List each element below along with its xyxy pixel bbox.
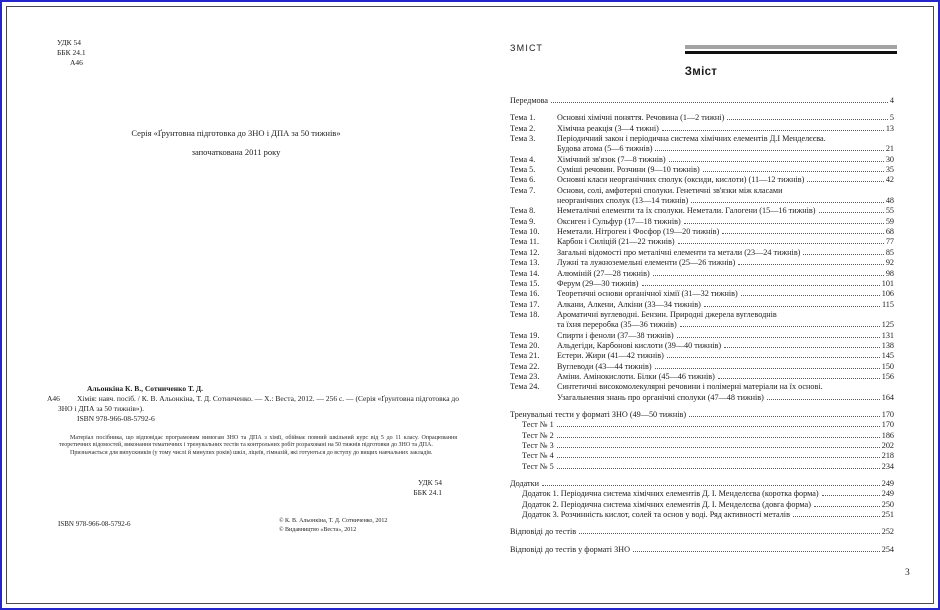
toc-entry-page: 106 xyxy=(881,289,894,299)
toc-entry-page: 150 xyxy=(881,361,894,371)
toc-entry xyxy=(510,155,894,165)
toc-entry xyxy=(510,248,894,258)
dot-leader xyxy=(669,161,884,162)
toc-entry xyxy=(510,279,894,289)
toc-entry-title: Естери. Жири (41—42 тижнів) xyxy=(557,351,664,361)
toc-entry-label: Тема 14. xyxy=(510,268,540,278)
dot-leader xyxy=(822,495,880,496)
toc-entry-title: Додаток 3. Розчинність кислот, солей та основ у воді. Ряд активності металів xyxy=(522,510,790,520)
toc-entry-page: 4 xyxy=(889,96,894,105)
page-right xyxy=(472,2,940,608)
toc-entry-line xyxy=(510,510,894,520)
toc-entry-line xyxy=(510,113,894,123)
dot-leader xyxy=(557,457,880,458)
toc-entry-continuation xyxy=(510,320,894,330)
toc-entry-label: Тема 6. xyxy=(510,175,536,185)
toc-entry xyxy=(510,289,894,299)
bbk-code: ББК 24.1 xyxy=(57,48,86,57)
isbn-bottom: ISBN 978-966-08-5792-6 xyxy=(58,520,131,528)
toc-entry-page: 250 xyxy=(881,499,894,509)
dot-leader xyxy=(718,378,880,379)
toc-entry-title: Суміші речовин. Розчини (9—10 тижнів) xyxy=(557,165,700,175)
toc-entry xyxy=(510,341,894,351)
toc-entry-title: Алкани, Алкени, Алкіни (33—34 тижнів) xyxy=(557,299,701,309)
toc-entry-title: та їхня переробка (35—36 тижнів) xyxy=(557,320,677,330)
toc-entry-line xyxy=(510,206,894,216)
toc-entry-title: Альдегіди, Карбонові кислоти (39—40 тижнів) xyxy=(557,340,722,350)
toc-entry-page: 138 xyxy=(881,340,894,350)
dot-leader xyxy=(741,295,880,296)
toc-entry-title: Основні класи неорганічних сполук (оксиди, кислоти) (11—12 тижнів) xyxy=(557,175,805,185)
toc-entry-label: Тема 15. xyxy=(510,278,540,288)
series-founded: започаткована 2011 року xyxy=(191,147,281,157)
dot-leader xyxy=(738,264,884,265)
toc-entry-page: 42 xyxy=(885,175,894,185)
dot-leader xyxy=(642,285,880,286)
toc-entry-title: Тест № 4 xyxy=(522,451,554,461)
toc-entry-title: Періодичний закон і періодична система хімічних елементів Д.І Менделєєва. xyxy=(557,134,826,144)
dot-leader xyxy=(767,399,880,400)
dot-leader xyxy=(814,506,880,507)
toc-entry-line xyxy=(510,300,894,310)
toc-title: Зміст xyxy=(684,66,718,78)
toc-entry xyxy=(510,372,894,382)
toc-entry-label: Тема 19. xyxy=(510,330,540,340)
toc-entry-label: Тема 9. xyxy=(510,216,536,226)
series-title: Серія «Ґрунтовна підготовка до ЗНО і ДПА за 50 тижнів» xyxy=(131,128,341,138)
dot-leader xyxy=(655,368,880,369)
toc-entry-page: 13 xyxy=(885,123,894,133)
toc-entry-line xyxy=(510,217,894,227)
toc-entry-page: 35 xyxy=(885,165,894,175)
toc-entry xyxy=(510,217,894,227)
toc-list xyxy=(510,96,894,555)
toc-entry-title: Тест № 2 xyxy=(522,430,554,440)
toc-entry-title: Карбон і Силіцій (21—22 тижнів) xyxy=(557,237,675,247)
dot-leader xyxy=(633,551,880,552)
dot-leader xyxy=(551,102,888,103)
toc-entry xyxy=(510,510,894,520)
page-left xyxy=(2,2,472,608)
toc-entry-title: Лужні та лужноземельні елементи (25—26 тижнів) xyxy=(557,258,736,268)
toc-entry-title: Ароматичні вуглеводні. Бензин. Природні джерела вуглеводнів xyxy=(557,309,777,319)
dot-leader xyxy=(667,357,880,358)
toc-entry-page: 234 xyxy=(881,461,894,471)
toc-entry-line xyxy=(510,441,894,451)
toc-entry-title: Тест № 3 xyxy=(522,441,554,450)
toc-entry-title: Додатки xyxy=(510,479,539,489)
toc-entry-line xyxy=(510,451,894,461)
toc-entry xyxy=(510,269,894,279)
toc-entry-label: Тема 22. xyxy=(510,361,540,371)
udk-header-block xyxy=(57,38,86,68)
toc-entry-title: Тренувальні тести у форматі ЗНО (49—50 тижнів) xyxy=(510,409,687,419)
toc-entry-line xyxy=(510,134,894,144)
toc-entry xyxy=(510,175,894,185)
toc-entry-line xyxy=(510,489,894,499)
dot-leader xyxy=(793,516,880,517)
bbk-code-bottom: ББК 24.1 xyxy=(413,488,442,497)
catalog-code: А46 xyxy=(47,393,60,403)
catalog-entry xyxy=(47,394,459,414)
copyright-block xyxy=(279,517,387,535)
dot-leader xyxy=(557,426,880,427)
header-rule xyxy=(685,45,897,54)
toc-entry-title: Основні хімічні поняття. Речовина (1—2 тижні) xyxy=(557,113,725,123)
toc-entry-line xyxy=(510,269,894,279)
toc-entry-line xyxy=(510,527,894,537)
toc-entry-page: 125 xyxy=(881,320,894,330)
annotation-block xyxy=(59,435,457,457)
toc-entry-title: Неметалічні елементи та їх сполуки. Неметали. Галогени (15—16 тижнів) xyxy=(557,206,816,216)
toc-entry xyxy=(510,227,894,237)
toc-entry-continuation xyxy=(510,196,894,206)
toc-entry-label: Тема 17. xyxy=(510,299,540,309)
toc-entry-title: Ферум (29—30 тижнів) xyxy=(557,278,639,288)
dot-leader xyxy=(557,468,880,469)
toc-entry-page: 30 xyxy=(885,154,894,164)
dot-leader xyxy=(678,243,884,244)
toc-entry-title: Вуглеводи (43—44 тижнів) xyxy=(557,361,652,371)
dot-leader xyxy=(680,326,880,327)
toc-entry-title: Алюміній (27—28 тижнів) xyxy=(557,268,650,278)
authors-line: Альонкіна К. В., Сотниченко Т. Д. xyxy=(87,384,203,393)
dot-leader xyxy=(704,306,880,307)
toc-entry-label: Тема 12. xyxy=(510,247,540,257)
dot-leader xyxy=(542,485,880,486)
toc-entry-line xyxy=(510,186,894,196)
udk-footer-block xyxy=(32,478,442,498)
dot-leader xyxy=(557,437,880,438)
toc-entry-line xyxy=(510,351,894,361)
toc-entry-title: Загальні відомості про металічні елементи та метали (23—24 тижнів) xyxy=(557,247,801,257)
toc-entry-line xyxy=(510,165,894,175)
toc-entry xyxy=(510,331,894,341)
toc-entry-page: 186 xyxy=(881,430,894,440)
toc-entry-label: Тема 10. xyxy=(510,227,540,237)
toc-entry-line xyxy=(510,479,894,489)
toc-entry-label: Тема 18. xyxy=(510,309,540,319)
toc-entry-title: Спирти і феноли (37—38 тижнів) xyxy=(557,330,674,340)
toc-entry xyxy=(510,451,894,461)
series-block xyxy=(30,128,442,157)
toc-entry-line xyxy=(510,155,894,165)
toc-entry xyxy=(510,237,894,247)
toc-entry-page: 59 xyxy=(885,216,894,226)
toc-entry-label: Тема 7. xyxy=(510,185,536,195)
toc-entry-page: 252 xyxy=(881,527,894,537)
toc-entry-page: 115 xyxy=(882,299,894,309)
toc-entry-line xyxy=(510,382,894,392)
toc-entry-page: 145 xyxy=(881,351,894,361)
toc-entry-page: 218 xyxy=(881,451,894,461)
toc-entry-line xyxy=(510,462,894,472)
header-rule-gray xyxy=(685,45,897,49)
toc-entry-title: Хімічна реакція (3—4 тижні) xyxy=(557,123,659,133)
toc-entry-line xyxy=(510,96,894,106)
toc-entry-page: 92 xyxy=(885,258,894,268)
toc-entry xyxy=(510,527,894,537)
toc-entry-title: Хімічний зв'язок (7—8 тижнів) xyxy=(557,154,666,164)
toc-entry-label: Тема 20. xyxy=(510,340,540,350)
toc-entry-line xyxy=(510,310,894,320)
toc-entry xyxy=(510,462,894,472)
dot-leader xyxy=(662,130,884,131)
toc-entry xyxy=(510,500,894,510)
toc-entry-label: Тема 5. xyxy=(510,165,536,175)
toc-entry xyxy=(510,441,894,451)
toc-entry-line xyxy=(510,331,894,341)
toc-entry-label: Тема 24. xyxy=(510,382,540,392)
dot-leader xyxy=(689,416,880,417)
toc-entry-page: 131 xyxy=(881,330,894,340)
toc-entry-continuation xyxy=(510,144,894,154)
page-number: 3 xyxy=(905,568,910,578)
toc-entry-page: 170 xyxy=(881,409,894,419)
toc-entry-line xyxy=(510,237,894,247)
toc-entry xyxy=(510,351,894,361)
toc-entry-page: 251 xyxy=(881,510,894,520)
toc-entry-continuation xyxy=(510,393,894,403)
toc-entry xyxy=(510,165,894,175)
toc-entry-line xyxy=(510,248,894,258)
annotation-paragraph-1: Матеріал посібника, що відповідає програмовим вимогам ЗНО та ДПА з хімії, обіймає повний шкільний курс від 5 до 11 класу. Опрацювання теоретичних відомостей, виконання тематичних і тренувальних тестів та контрольних робіт розраховані на 50 тижнів підготовки до ЗНО та ДПА. xyxy=(59,435,457,449)
toc-entry-title: Тест № 1 xyxy=(522,420,554,430)
toc-entry xyxy=(510,96,894,106)
toc-entry-label: Тема 23. xyxy=(510,371,540,381)
dot-leader xyxy=(727,119,888,120)
toc-entry-title: Додаток 2. Періодична система хімічних елементів Д. І. Менделєєва (довга форма) xyxy=(522,499,811,509)
dot-leader xyxy=(653,275,884,276)
toc-entry-line xyxy=(510,500,894,510)
toc-entry-line xyxy=(510,420,894,430)
toc-entry-line xyxy=(510,362,894,372)
toc-entry xyxy=(510,113,894,123)
toc-entry xyxy=(510,258,894,268)
dot-leader xyxy=(807,181,883,182)
dot-leader xyxy=(803,254,883,255)
catalog-description: Хімія: навч. посіб. / К. В. Альонкіна, Т. Д. Сотниченко. — Х.: Веста, 2012. — 256 с. — (Серія «Ґрунтовна підготовка до ЗНО і ДПА за 50 тижнів»). xyxy=(58,393,459,413)
copyright-publisher: © Видавництво «Веста», 2012 xyxy=(279,527,357,533)
toc-entry xyxy=(510,124,894,134)
toc-entry-title: неорганічних сполук (13—14 тижнів) xyxy=(557,196,689,206)
toc-entry-page: 77 xyxy=(885,237,894,247)
author-code: А46 xyxy=(70,58,83,67)
dot-leader xyxy=(579,533,880,534)
toc-entry-label: Тема 11. xyxy=(510,237,540,247)
toc-entry-page: 249 xyxy=(881,489,894,499)
toc-entry-label: Тема 1. xyxy=(510,113,536,123)
toc-entry-page: 202 xyxy=(881,441,894,450)
toc-entry-line xyxy=(510,289,894,299)
toc-entry xyxy=(510,134,894,155)
dot-leader xyxy=(691,202,884,203)
toc-entry-page: 156 xyxy=(881,371,894,381)
toc-entry xyxy=(510,489,894,499)
toc-entry xyxy=(510,479,894,489)
toc-entry-page: 164 xyxy=(881,392,894,402)
toc-entry-title: Додаток 1. Періодична система хімічних елементів Д. І. Менделєєва (коротка форма) xyxy=(522,489,819,499)
toc-entry-title: Оксиген і Сульфур (17—18 тижнів) xyxy=(557,216,681,226)
toc-entry-page: 170 xyxy=(881,420,894,430)
dot-leader xyxy=(677,337,880,338)
catalog-card xyxy=(47,384,459,424)
toc-entry-page: 21 xyxy=(885,144,894,154)
toc-entry xyxy=(510,206,894,216)
isbn-catalog: ISBN 978-966-08-5792-6 xyxy=(77,414,155,424)
running-head: ЗМІСТ xyxy=(510,43,544,53)
toc-entry xyxy=(510,362,894,372)
toc-entry-title: Передмова xyxy=(510,96,548,105)
dot-leader xyxy=(655,150,883,151)
toc-entry-title: Будова атома (5—6 тижнів) xyxy=(557,144,653,154)
toc-entry-title: Теоретичні основи органічної хімії (31—32 тижнів) xyxy=(557,289,738,299)
dot-leader xyxy=(684,223,884,224)
toc-entry-label: Тема 4. xyxy=(510,154,536,164)
toc-entry-title: Синтетичні високомолекулярні речовини і полімерні матеріали на їх основі. xyxy=(557,382,823,392)
annotation-paragraph-2: Призначається для випускників (у тому числі й минулих років) шкіл, ліцеїв, гімназій, які готуються до вступу до вищих навчальних закладів. xyxy=(70,449,433,456)
toc-entry-line xyxy=(510,124,894,134)
dot-leader xyxy=(819,212,884,213)
toc-entry-page: 55 xyxy=(885,206,894,216)
toc-entry-title: Основи, солі, амфотерні сполуки. Генетичні зв'язки між класами xyxy=(557,185,783,195)
toc-entry-page: 98 xyxy=(885,268,894,278)
header-rule-black xyxy=(685,51,897,54)
toc-entry-title: Відповіді до тестів xyxy=(510,527,577,537)
toc-entry-title: Відповіді до тестів у форматі ЗНО xyxy=(510,544,631,554)
toc-entry xyxy=(510,382,894,403)
toc-entry-label: Тема 16. xyxy=(510,289,540,299)
toc-entry xyxy=(510,545,894,555)
toc-entry-page: 254 xyxy=(881,544,894,554)
toc-entry-line xyxy=(510,545,894,555)
toc-entry-page: 249 xyxy=(881,479,894,489)
udk-code-bottom: УДК 54 xyxy=(417,478,442,487)
toc-entry-label: Тема 3. xyxy=(510,134,536,144)
toc-entry xyxy=(510,431,894,441)
toc-entry-title: Неметали. Нітроген і Фосфор (19—20 тижнів) xyxy=(557,227,720,237)
udk-code: УДК 54 xyxy=(57,38,82,47)
toc-entry-line xyxy=(510,341,894,351)
toc-entry-label: Тема 8. xyxy=(510,206,536,216)
toc-entry-title: Тест № 5 xyxy=(522,461,554,471)
dot-leader xyxy=(722,233,884,234)
toc-entry-line xyxy=(510,175,894,185)
toc-entry-page: 85 xyxy=(885,247,894,257)
toc-entry-line xyxy=(510,431,894,441)
toc-entry-line xyxy=(510,258,894,268)
dot-leader xyxy=(724,347,880,348)
toc-entry xyxy=(510,410,894,420)
toc-entry-label: Тема 13. xyxy=(510,258,540,268)
toc-entry-page: 5 xyxy=(889,113,894,123)
toc-entry-line xyxy=(510,372,894,382)
toc-entry-page: 101 xyxy=(881,278,894,288)
dot-leader xyxy=(703,171,884,172)
toc-entry-title: Узагальнення знань про органічні сполуки (47—48 тижнів) xyxy=(557,392,764,402)
toc-entry xyxy=(510,300,894,310)
toc-entry-title: Аміни. Амінокислоти. Білки (45—46 тижнів) xyxy=(557,371,715,381)
copyright-authors: © К. В. Альонкіна, Т. Д. Сотниченко, 2012 xyxy=(279,518,388,524)
toc-entry-label: Тема 2. xyxy=(510,123,536,133)
toc-entry xyxy=(510,310,894,331)
toc-entry-page: 68 xyxy=(885,227,894,237)
toc-entry-line xyxy=(510,279,894,289)
toc-entry xyxy=(510,420,894,430)
toc-entry-page: 48 xyxy=(885,196,894,206)
dot-leader xyxy=(557,447,880,448)
toc-entry-line xyxy=(510,227,894,237)
toc-entry-label: Тема 21. xyxy=(510,351,540,361)
toc-entry-line xyxy=(510,410,894,420)
toc-entry xyxy=(510,186,894,207)
